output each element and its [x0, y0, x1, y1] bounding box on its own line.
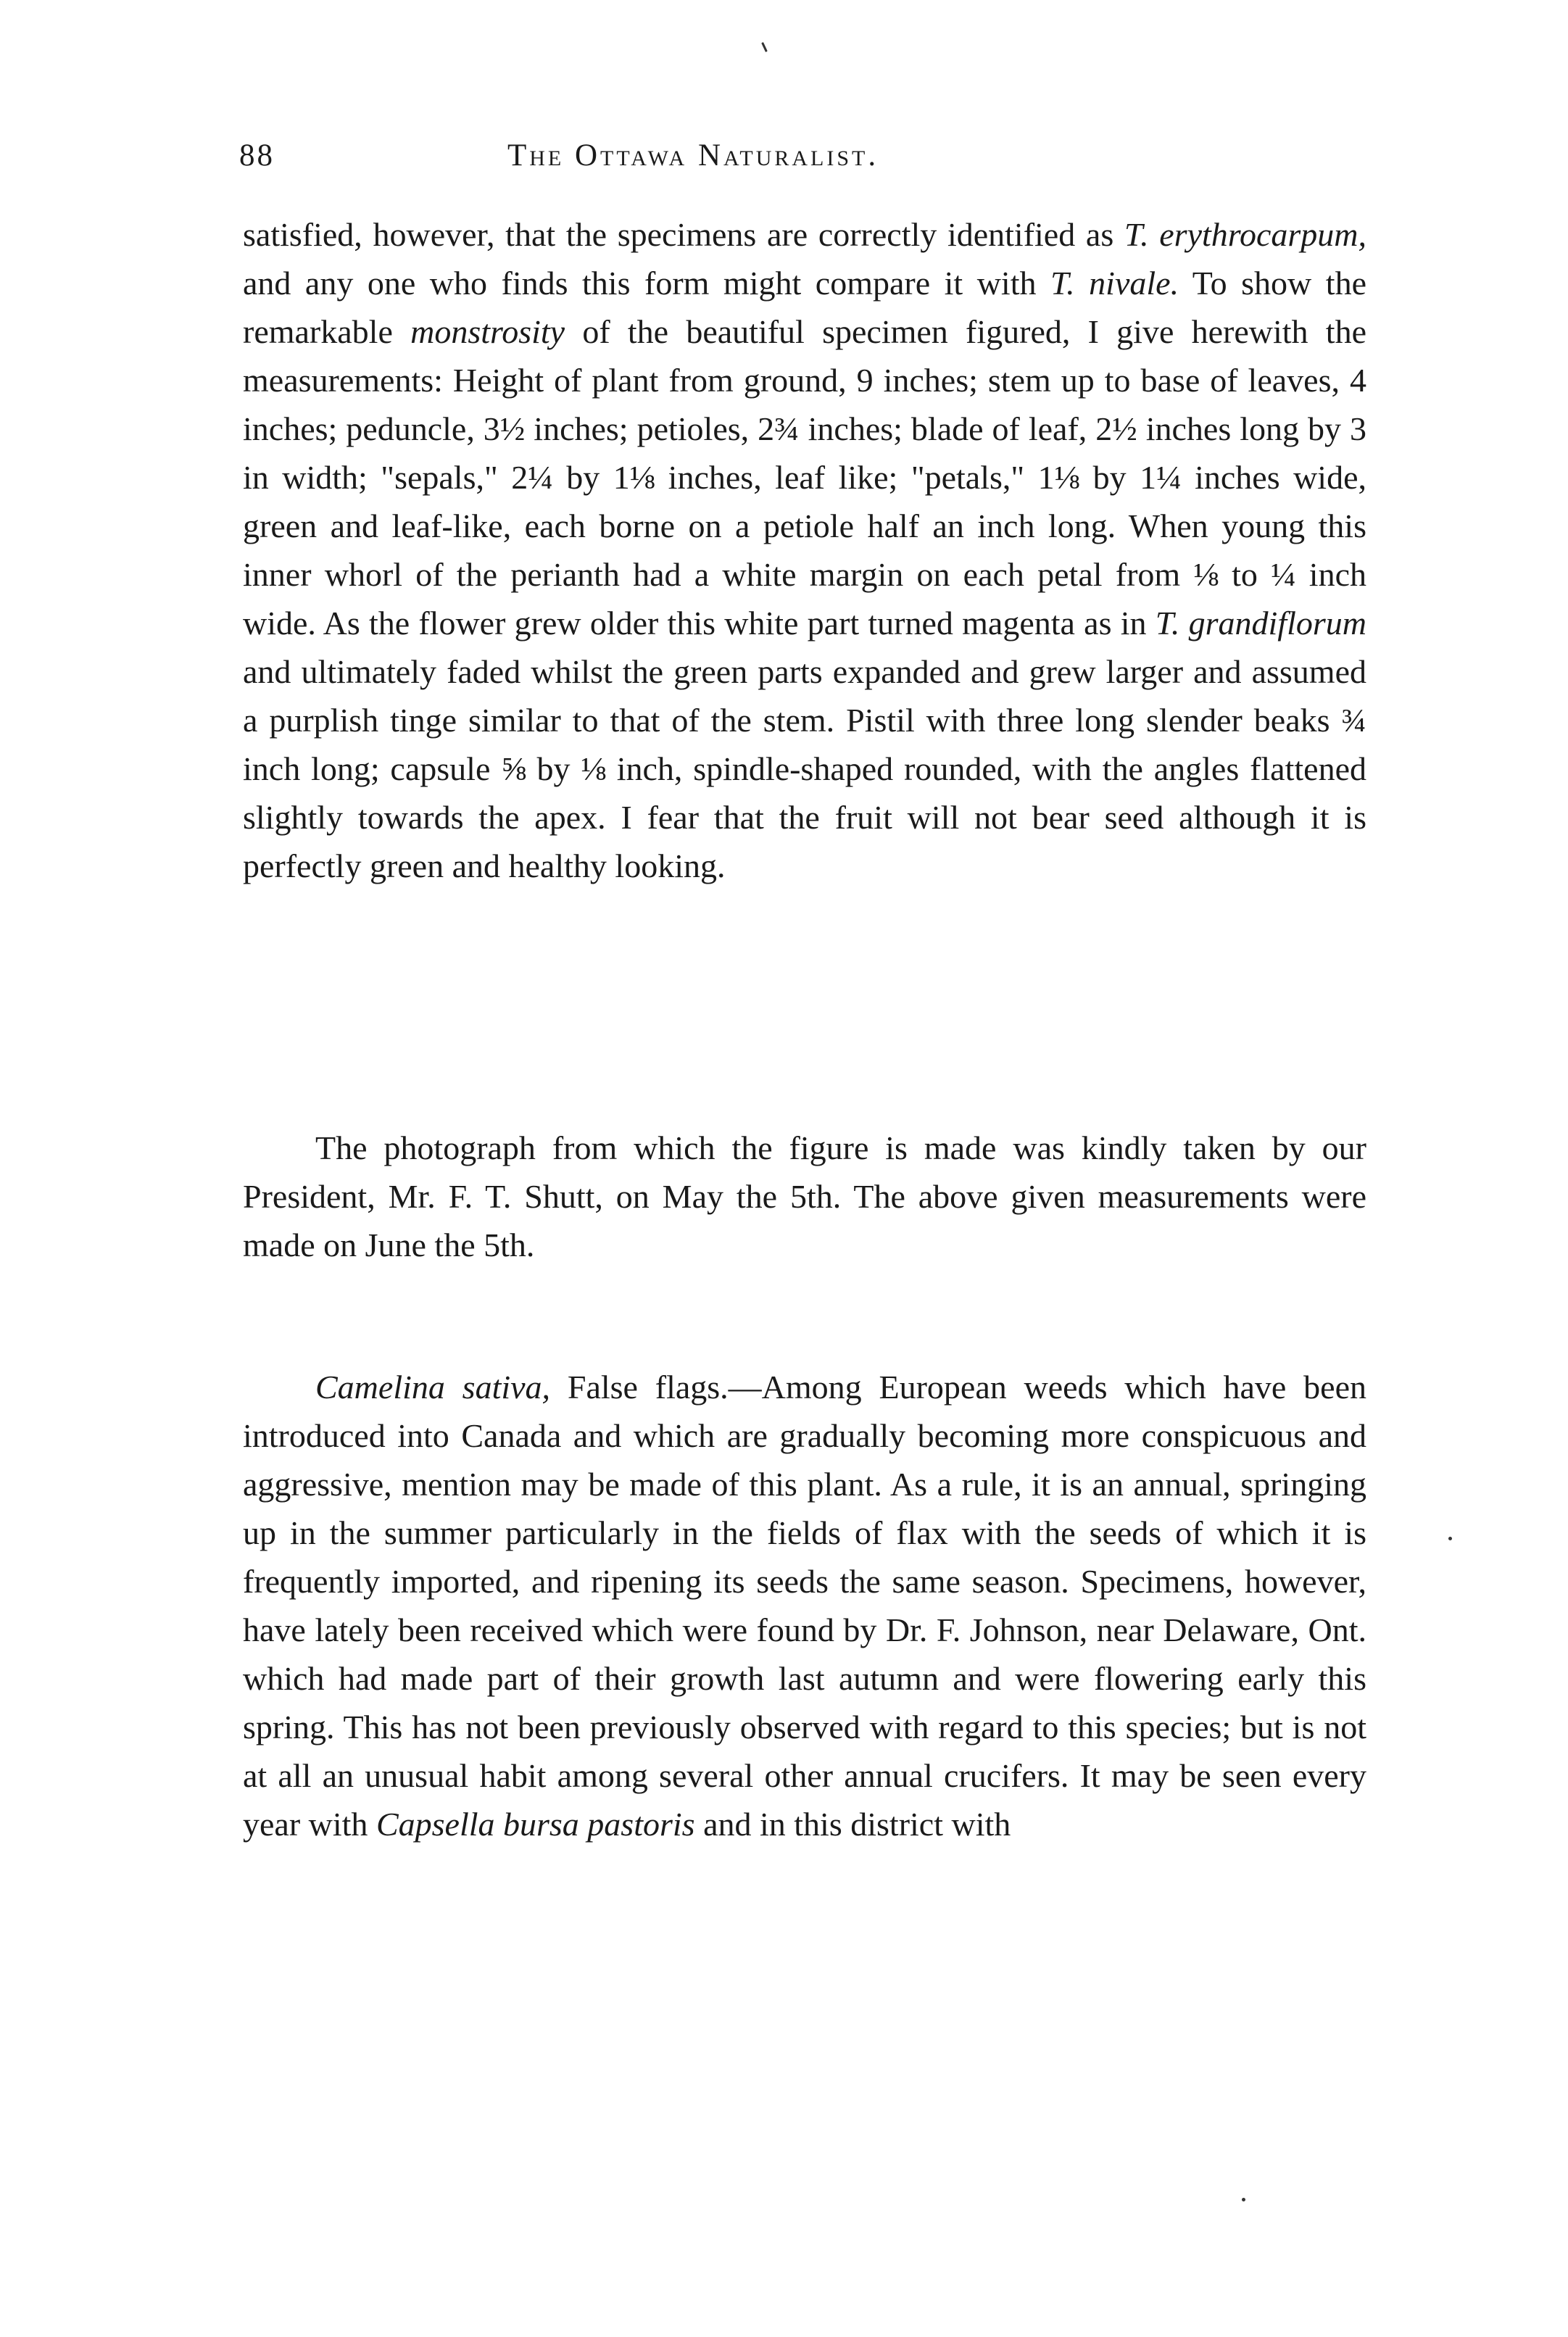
text-run: False flags.—Among European weeds which have been introduced into Canada and which are gradually becoming more conspicuous and aggressive, mention may be made of this plant. As a rule, it is an annual, springing up in the summer particularly in the fields of flax with the seeds of which it is frequently imported, and ripening its seeds the same season. Specimens, however, have lately been received which were found by Dr. F. Johnson, near Delaware, Ont. which had made part of their growth last autumn and were flowering early this spring. This has not been previously observed with regard to this species; but is not at all an unusual habit among several other annual crucifers. It may be seen every year with	[243, 1369, 1366, 1843]
text-run: and any one who finds this form might compare it with	[243, 265, 1050, 302]
italic-term: T. erythrocarpum,	[1124, 216, 1366, 253]
ink-speck	[761, 42, 768, 52]
ink-speck	[1242, 2198, 1245, 2201]
italic-term: monstrosity	[410, 313, 565, 350]
italic-term: T. nivale.	[1050, 265, 1179, 302]
text-run: To show the remarkable	[243, 265, 1366, 350]
text-run: and ultimately faded whilst the green parts expanded and grew larger and assumed a purplish tinge similar to that of the stem. Pistil with three long slender beaks ¾ inch long; capsule ⅝ by ⅛ inch, spindle-shaped rounded, with the angles flattened slightly towards the apex. I fear that the fruit will not bear seed although it is perfectly green and healthy looking.	[243, 653, 1366, 884]
text-run: satisfied, however, that the specimens are correctly identified as	[243, 216, 1124, 253]
text-run: of the beautiful specimen figured, I give herewith the measurements: Height of plant from ground, 9 inches; stem up to base of leaves, 4 inches; peduncle, 3½ inches; petioles, 2¾ inches; blade of leaf, 2½ inches long by 3 in width; "sepals," 2¼ by 1⅛ inches, leaf like; "petals," 1⅛ by 1¼ inches wide, green and leaf-like, each borne on a petiole half an inch long. When young this inner whorl of the perianth had a white margin on each petal from ⅛ to ¼ inch wide. As the flower grew older this white part turned magenta as in	[243, 313, 1366, 642]
paragraph-camelina-sativa	[243, 1363, 1366, 1848]
ink-speck	[1448, 1537, 1452, 1540]
text-run: and in this district with	[694, 1806, 1011, 1843]
italic-term: T. grandiflorum	[1155, 605, 1366, 642]
text-run: The photograph from which the figure is made was kindly taken by our President, Mr. F. T. Shutt, on May the 5th. The above given measurements were made on June the 5th.	[243, 1129, 1366, 1263]
page-header	[239, 138, 1370, 188]
paragraph-photograph-note	[243, 1124, 1366, 1269]
running-title: The Ottawa Naturalist.	[507, 138, 879, 173]
paragraph-trillium-measurements	[243, 210, 1366, 890]
italic-term: Capsella bursa pastoris	[376, 1806, 695, 1843]
italic-term: Camelina sativa,	[315, 1369, 551, 1406]
page-number: 88	[239, 138, 275, 173]
